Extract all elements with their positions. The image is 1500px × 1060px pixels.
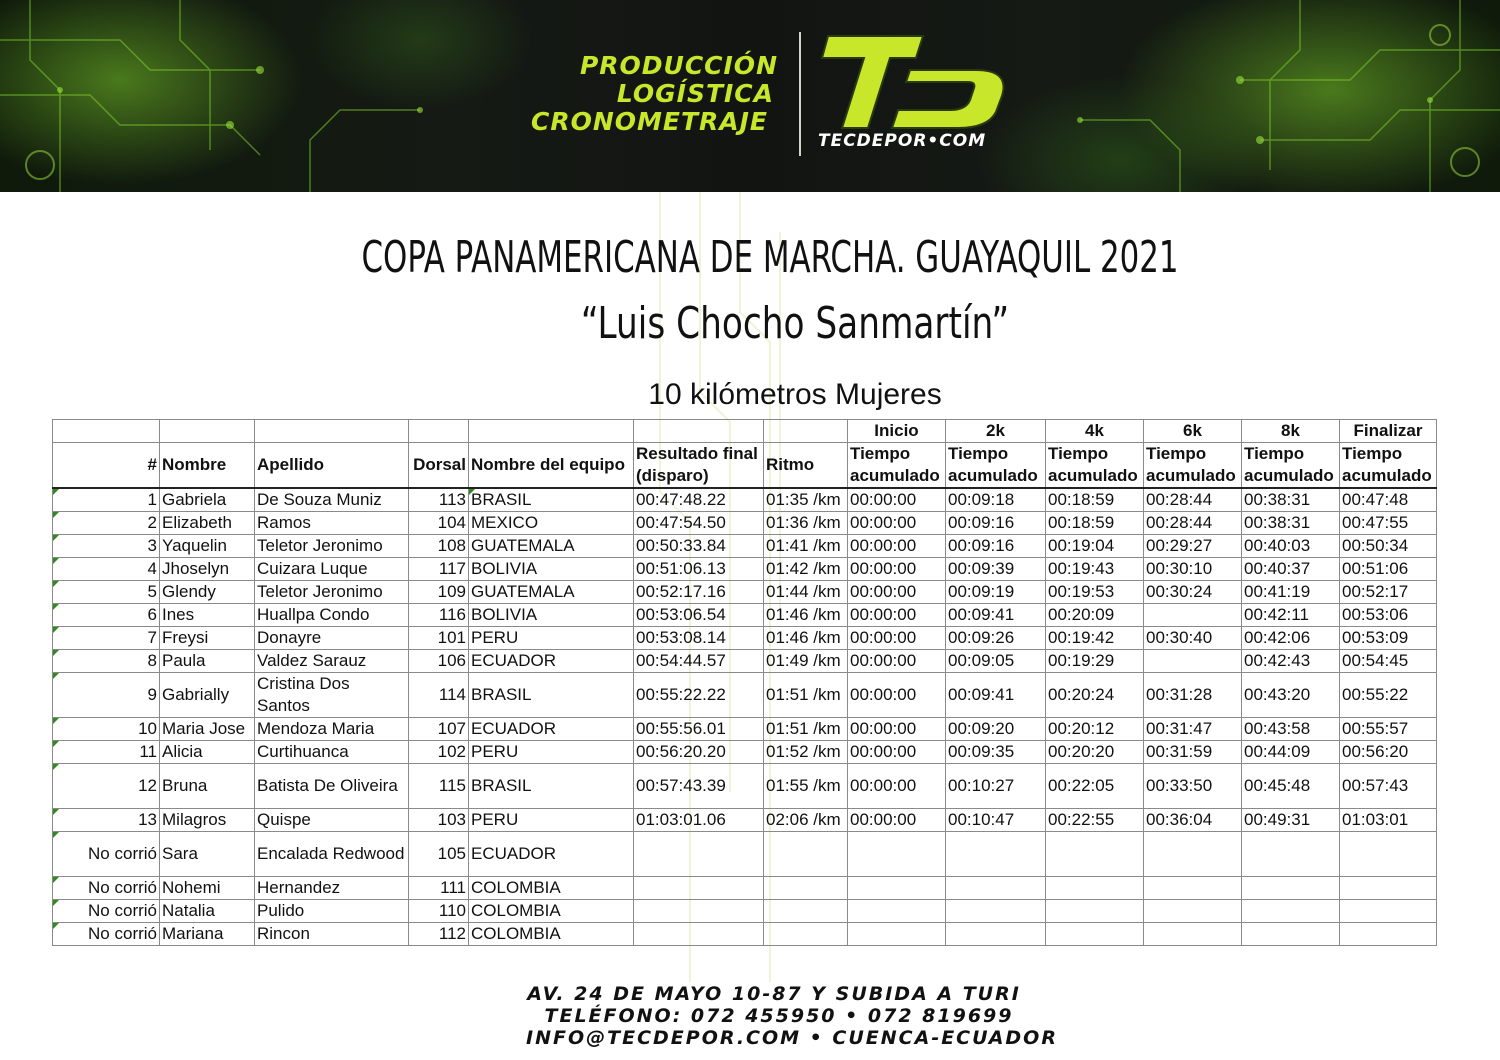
table-cell: 00:20:09 xyxy=(1046,604,1144,627)
table-cell: Huallpa Condo xyxy=(255,604,409,627)
table-cell: 102 xyxy=(409,741,469,764)
table-row xyxy=(53,673,1437,718)
table-cell: 00:28:44 xyxy=(1144,512,1242,535)
table-row xyxy=(53,581,1437,604)
table-cell: 00:09:18 xyxy=(946,488,1046,512)
table-cell: 00:31:59 xyxy=(1144,741,1242,764)
column-header: Tiempo acumulado xyxy=(1144,443,1242,489)
table-cell: 00:00:00 xyxy=(848,718,946,741)
table-row xyxy=(53,558,1437,581)
table-cell: 00:51:06.13 xyxy=(634,558,764,581)
checkpoint-header xyxy=(53,420,160,443)
column-header: # xyxy=(53,443,160,489)
checkpoint-header xyxy=(764,420,848,443)
table-cell: 00:33:50 xyxy=(1144,764,1242,809)
table-cell: 00:18:59 xyxy=(1046,488,1144,512)
table-cell: 7 xyxy=(53,627,160,650)
table-cell: 00:09:05 xyxy=(946,650,1046,673)
table-cell: 01:03:01 xyxy=(1340,809,1437,832)
table-cell: 01:35 /km xyxy=(764,488,848,512)
table-cell: 114 xyxy=(409,673,469,718)
table-cell: 101 xyxy=(409,627,469,650)
table-cell: Paula xyxy=(160,650,255,673)
table-row xyxy=(53,604,1437,627)
table-cell: Curtihuanca xyxy=(255,741,409,764)
table-cell: 00:56:20 xyxy=(1340,741,1437,764)
table-cell: BOLIVIA xyxy=(469,604,634,627)
table-cell: 00:31:47 xyxy=(1144,718,1242,741)
table-cell: 00:00:00 xyxy=(848,512,946,535)
table-cell: 00:52:17.16 xyxy=(634,581,764,604)
banner-tagline xyxy=(531,52,778,136)
table-cell xyxy=(1242,900,1340,923)
table-row xyxy=(53,923,1437,946)
table-cell: 00:44:09 xyxy=(1242,741,1340,764)
checkpoint-header xyxy=(160,420,255,443)
table-cell: 11 xyxy=(53,741,160,764)
table-cell: 00:55:57 xyxy=(1340,718,1437,741)
column-header: Dorsal xyxy=(409,443,469,489)
table-cell: COLOMBIA xyxy=(469,900,634,923)
table-cell: 02:06 /km xyxy=(764,809,848,832)
table-cell: 00:29:27 xyxy=(1144,535,1242,558)
checkpoint-header: Finalizar xyxy=(1340,420,1437,443)
table-cell: Mariana xyxy=(160,923,255,946)
table-cell: Batista De Oliveira xyxy=(255,764,409,809)
table-cell: GUATEMALA xyxy=(469,581,634,604)
table-cell xyxy=(764,923,848,946)
table-cell: 115 xyxy=(409,764,469,809)
table-cell: 00:56:20.20 xyxy=(634,741,764,764)
table-cell: Yaquelin xyxy=(160,535,255,558)
tagline-logistica: LOGÍSTICA xyxy=(616,79,774,108)
table-cell: 00:18:59 xyxy=(1046,512,1144,535)
table-cell: 00:31:28 xyxy=(1144,673,1242,718)
table-row xyxy=(53,832,1437,877)
table-cell: 00:30:24 xyxy=(1144,581,1242,604)
table-cell: Milagros xyxy=(160,809,255,832)
table-cell xyxy=(1144,832,1242,877)
table-cell: 00:09:16 xyxy=(946,535,1046,558)
table-cell: 117 xyxy=(409,558,469,581)
table-cell xyxy=(1046,832,1144,877)
table-cell: Ines xyxy=(160,604,255,627)
table-cell: 01:52 /km xyxy=(764,741,848,764)
table-cell xyxy=(1242,923,1340,946)
table-cell: 00:53:09 xyxy=(1340,627,1437,650)
table-cell: No corrió xyxy=(53,832,160,877)
table-cell: 00:19:04 xyxy=(1046,535,1144,558)
table-cell: 01:46 /km xyxy=(764,627,848,650)
table-cell: 00:53:06.54 xyxy=(634,604,764,627)
footer-email: INFO@TECDEPOR.COM • CUENCA-ECUADOR xyxy=(526,1027,1058,1049)
table-cell: Jhoselyn xyxy=(160,558,255,581)
column-header: Tiempo acumulado xyxy=(1340,443,1437,489)
table-cell xyxy=(634,832,764,877)
table-row xyxy=(53,764,1437,809)
checkpoint-header: 4k xyxy=(1046,420,1144,443)
table-cell xyxy=(1144,923,1242,946)
table-cell: 00:41:19 xyxy=(1242,581,1340,604)
checkpoint-header xyxy=(634,420,764,443)
results-table xyxy=(52,419,1437,946)
table-cell: 01:44 /km xyxy=(764,581,848,604)
table-cell: 103 xyxy=(409,809,469,832)
table-cell xyxy=(946,900,1046,923)
table-cell: ECUADOR xyxy=(469,718,634,741)
table-cell: Glendy xyxy=(160,581,255,604)
table-cell: 00:36:04 xyxy=(1144,809,1242,832)
footer-phone: TELÉFONO: 072 455950 • 072 819699 xyxy=(544,1005,1014,1027)
checkpoint-header: Inicio xyxy=(848,420,946,443)
header-row-checkpoints xyxy=(53,420,1437,443)
table-cell: 01:51 /km xyxy=(764,673,848,718)
table-cell: 00:42:06 xyxy=(1242,627,1340,650)
table-cell: 12 xyxy=(53,764,160,809)
table-cell: 00:47:54.50 xyxy=(634,512,764,535)
table-cell: 105 xyxy=(409,832,469,877)
table-cell: 9 xyxy=(53,673,160,718)
table-cell: 112 xyxy=(409,923,469,946)
column-header: Apellido xyxy=(255,443,409,489)
table-cell: 10 xyxy=(53,718,160,741)
table-cell: Cristina Dos Santos xyxy=(255,673,409,718)
table-cell: ECUADOR xyxy=(469,650,634,673)
table-cell: 00:52:17 xyxy=(1340,581,1437,604)
table-cell: 00:00:00 xyxy=(848,558,946,581)
header-row-columns xyxy=(53,443,1437,489)
table-cell: COLOMBIA xyxy=(469,877,634,900)
table-cell: PERU xyxy=(469,809,634,832)
table-cell: 8 xyxy=(53,650,160,673)
tagline-cronometraje: CRONOMETRAJE xyxy=(530,107,768,136)
table-cell: 13 xyxy=(53,809,160,832)
footer-address: AV. 24 DE MAYO 10-87 Y SUBIDA A TURI xyxy=(527,983,1021,1005)
table-cell: Sara xyxy=(160,832,255,877)
table-cell: 00:53:08.14 xyxy=(634,627,764,650)
table-cell: 00:09:39 xyxy=(946,558,1046,581)
table-cell: Donayre xyxy=(255,627,409,650)
table-row xyxy=(53,512,1437,535)
table-cell xyxy=(1046,900,1144,923)
table-cell: 00:43:20 xyxy=(1242,673,1340,718)
table-cell: Cuizara Luque xyxy=(255,558,409,581)
table-row xyxy=(53,900,1437,923)
table-cell: 00:22:55 xyxy=(1046,809,1144,832)
table-cell: 01:36 /km xyxy=(764,512,848,535)
table-cell: 01:03:01.06 xyxy=(634,809,764,832)
checkpoint-header: 8k xyxy=(1242,420,1340,443)
page-title: COPA PANAMERICANA DE MARCHA. GUAYAQUIL 2021 xyxy=(361,232,1179,283)
column-header: Tiempo acumulado xyxy=(848,443,946,489)
table-cell: BRASIL xyxy=(469,488,634,512)
table-cell xyxy=(848,832,946,877)
table-cell: 00:42:43 xyxy=(1242,650,1340,673)
tecdepor-logo-icon xyxy=(818,30,1014,134)
checkpoint-header: 6k xyxy=(1144,420,1242,443)
table-cell xyxy=(946,832,1046,877)
table-cell: 00:54:45 xyxy=(1340,650,1437,673)
table-cell: Teletor Jeronimo xyxy=(255,535,409,558)
checkpoint-header: 2k xyxy=(946,420,1046,443)
table-cell: 00:42:11 xyxy=(1242,604,1340,627)
table-cell xyxy=(764,877,848,900)
table-cell: 00:09:35 xyxy=(946,741,1046,764)
table-cell: 00:47:48.22 xyxy=(634,488,764,512)
table-cell xyxy=(1144,900,1242,923)
table-cell: Bruna xyxy=(160,764,255,809)
table-cell: 109 xyxy=(409,581,469,604)
table-cell: 00:00:00 xyxy=(848,627,946,650)
table-cell: 00:38:31 xyxy=(1242,512,1340,535)
table-cell: 00:10:27 xyxy=(946,764,1046,809)
table-cell xyxy=(1340,900,1437,923)
table-body xyxy=(53,488,1437,946)
table-cell: PERU xyxy=(469,627,634,650)
column-header: Nombre del equipo xyxy=(469,443,634,489)
table-cell: 4 xyxy=(53,558,160,581)
table-cell: BRASIL xyxy=(469,673,634,718)
table-row xyxy=(53,877,1437,900)
table-cell: Valdez Sarauz xyxy=(255,650,409,673)
table-cell: 00:00:00 xyxy=(848,741,946,764)
table-cell: 01:49 /km xyxy=(764,650,848,673)
table-row xyxy=(53,535,1437,558)
table-cell xyxy=(946,877,1046,900)
table-cell: 108 xyxy=(409,535,469,558)
table-cell: 00:55:56.01 xyxy=(634,718,764,741)
table-cell: No corrió xyxy=(53,923,160,946)
header-banner xyxy=(0,0,1500,192)
table-cell: 6 xyxy=(53,604,160,627)
table-cell: 00:22:05 xyxy=(1046,764,1144,809)
table-cell: 00:43:58 xyxy=(1242,718,1340,741)
table-cell: 01:51 /km xyxy=(764,718,848,741)
table-cell: 00:57:43.39 xyxy=(634,764,764,809)
table-cell: 104 xyxy=(409,512,469,535)
table-cell: No corrió xyxy=(53,877,160,900)
table-row xyxy=(53,718,1437,741)
table-cell: 00:00:00 xyxy=(848,764,946,809)
column-header: Tiempo acumulado xyxy=(1242,443,1340,489)
category-title: 10 kilómetros Mujeres xyxy=(648,378,942,411)
table-cell: BOLIVIA xyxy=(469,558,634,581)
table-cell xyxy=(1046,923,1144,946)
table-cell xyxy=(1144,604,1242,627)
table-cell xyxy=(848,900,946,923)
table-cell: 00:09:41 xyxy=(946,673,1046,718)
table-cell: 106 xyxy=(409,650,469,673)
column-header: Tiempo acumulado xyxy=(1046,443,1144,489)
table-cell: 113 xyxy=(409,488,469,512)
table-cell: 00:45:48 xyxy=(1242,764,1340,809)
table-cell: Alicia xyxy=(160,741,255,764)
table-cell xyxy=(1242,832,1340,877)
logo-wordmark: TECDEPOR•COM xyxy=(818,131,987,151)
tagline-produccion: PRODUCCIÓN xyxy=(579,51,778,80)
table-row xyxy=(53,650,1437,673)
table-cell: 00:50:33.84 xyxy=(634,535,764,558)
table-cell: 00:50:34 xyxy=(1340,535,1437,558)
table-cell: 00:09:26 xyxy=(946,627,1046,650)
table-cell: 110 xyxy=(409,900,469,923)
table-cell: 00:28:44 xyxy=(1144,488,1242,512)
column-header: Nombre xyxy=(160,443,255,489)
table-cell: 00:09:41 xyxy=(946,604,1046,627)
table-cell: 00:47:55 xyxy=(1340,512,1437,535)
table-cell: PERU xyxy=(469,741,634,764)
table-cell: COLOMBIA xyxy=(469,923,634,946)
table-cell: 00:30:10 xyxy=(1144,558,1242,581)
table-cell: 00:55:22 xyxy=(1340,673,1437,718)
table-cell: 3 xyxy=(53,535,160,558)
table-row xyxy=(53,809,1437,832)
table-cell: 00:00:00 xyxy=(848,809,946,832)
checkpoint-header xyxy=(469,420,634,443)
table-cell: 00:00:00 xyxy=(848,581,946,604)
table-cell: Nohemi xyxy=(160,877,255,900)
table-cell: 00:40:03 xyxy=(1242,535,1340,558)
table-row xyxy=(53,627,1437,650)
table-cell: 00:19:29 xyxy=(1046,650,1144,673)
table-cell: 00:30:40 xyxy=(1144,627,1242,650)
table-cell: 00:49:31 xyxy=(1242,809,1340,832)
table-cell: 01:55 /km xyxy=(764,764,848,809)
table-cell: 2 xyxy=(53,512,160,535)
table-row xyxy=(53,741,1437,764)
table-cell: 00:10:47 xyxy=(946,809,1046,832)
table-cell xyxy=(1340,923,1437,946)
table-row xyxy=(53,488,1437,512)
table-cell: 00:20:24 xyxy=(1046,673,1144,718)
table-cell: 00:09:20 xyxy=(946,718,1046,741)
table-cell: 00:19:43 xyxy=(1046,558,1144,581)
table-cell: 00:00:00 xyxy=(848,488,946,512)
table-cell: 111 xyxy=(409,877,469,900)
table-cell xyxy=(634,877,764,900)
table-cell xyxy=(1340,832,1437,877)
table-cell: Freysi xyxy=(160,627,255,650)
table-cell xyxy=(1144,650,1242,673)
table-cell xyxy=(764,900,848,923)
table-header xyxy=(53,420,1437,489)
table-cell: Ramos xyxy=(255,512,409,535)
column-header: Ritmo xyxy=(764,443,848,489)
table-cell: MEXICO xyxy=(469,512,634,535)
event-name: “Luis Chocho Sanmartín” xyxy=(580,298,1010,349)
table-cell: Gabriela xyxy=(160,488,255,512)
table-cell xyxy=(634,900,764,923)
column-header: Tiempo acumulado xyxy=(946,443,1046,489)
table-cell: 01:46 /km xyxy=(764,604,848,627)
table-cell: 00:53:06 xyxy=(1340,604,1437,627)
table-cell: Elizabeth xyxy=(160,512,255,535)
table-cell xyxy=(634,923,764,946)
table-cell xyxy=(764,832,848,877)
table-cell: 00:40:37 xyxy=(1242,558,1340,581)
table-cell: Hernandez xyxy=(255,877,409,900)
table-cell: GUATEMALA xyxy=(469,535,634,558)
table-cell: BRASIL xyxy=(469,764,634,809)
table-cell xyxy=(1144,877,1242,900)
checkpoint-header xyxy=(255,420,409,443)
footer-contact xyxy=(0,983,1500,1049)
table-cell: 116 xyxy=(409,604,469,627)
table-cell: 00:09:16 xyxy=(946,512,1046,535)
table-cell: 00:54:44.57 xyxy=(634,650,764,673)
table-cell: 00:57:43 xyxy=(1340,764,1437,809)
table-cell: No corrió xyxy=(53,900,160,923)
table-cell: Natalia xyxy=(160,900,255,923)
table-cell: Maria Jose xyxy=(160,718,255,741)
table-cell: 00:20:20 xyxy=(1046,741,1144,764)
table-cell xyxy=(946,923,1046,946)
table-cell: Quispe xyxy=(255,809,409,832)
banner-divider xyxy=(799,32,801,156)
table-cell: 00:51:06 xyxy=(1340,558,1437,581)
checkpoint-header xyxy=(409,420,469,443)
table-cell: Pulido xyxy=(255,900,409,923)
table-cell: De Souza Muniz xyxy=(255,488,409,512)
table-cell: 00:00:00 xyxy=(848,604,946,627)
table-cell xyxy=(1046,877,1144,900)
table-cell: 00:09:19 xyxy=(946,581,1046,604)
table-cell: 00:20:12 xyxy=(1046,718,1144,741)
table-cell: 00:00:00 xyxy=(848,650,946,673)
table-cell: 00:00:00 xyxy=(848,673,946,718)
table-cell: 00:55:22.22 xyxy=(634,673,764,718)
table-cell: Encalada Redwood xyxy=(255,832,409,877)
table-cell: ECUADOR xyxy=(469,832,634,877)
table-cell: 5 xyxy=(53,581,160,604)
table-cell: 00:47:48 xyxy=(1340,488,1437,512)
table-cell: Gabrially xyxy=(160,673,255,718)
table-cell xyxy=(1242,877,1340,900)
table-cell: 00:00:00 xyxy=(848,535,946,558)
column-header: Resultado final (disparo) xyxy=(634,443,764,489)
table-cell xyxy=(848,877,946,900)
table-cell: 1 xyxy=(53,488,160,512)
table-cell: Rincon xyxy=(255,923,409,946)
table-cell: 01:41 /km xyxy=(764,535,848,558)
table-cell: 00:19:53 xyxy=(1046,581,1144,604)
table-cell: Teletor Jeronimo xyxy=(255,581,409,604)
table-cell: 107 xyxy=(409,718,469,741)
table-cell: Mendoza Maria xyxy=(255,718,409,741)
table-cell: 01:42 /km xyxy=(764,558,848,581)
table-cell xyxy=(848,923,946,946)
table-cell: 00:38:31 xyxy=(1242,488,1340,512)
table-cell: 00:19:42 xyxy=(1046,627,1144,650)
table-cell xyxy=(1340,877,1437,900)
